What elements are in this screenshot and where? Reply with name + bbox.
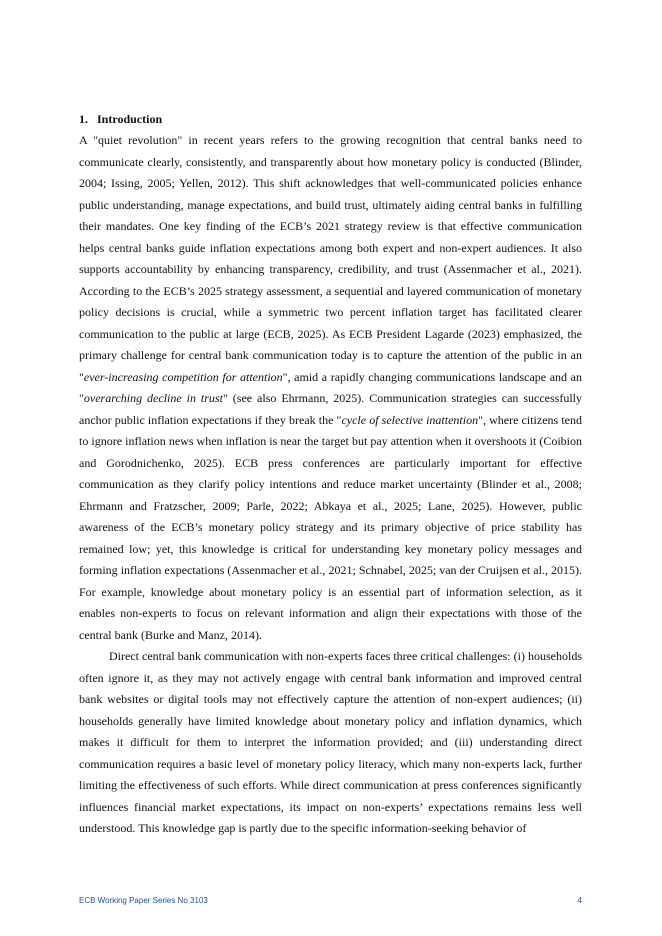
main-content <box>79 111 582 840</box>
paragraph-1 <box>79 130 582 646</box>
section-title: Introduction <box>97 112 163 126</box>
para-1-text-d: ", where citizens tend to ignore inflation news when inflation is near the target but pay attention when it overshoots it (Coibion and Gorodnichenko, 2025). ECB press conferences are particularly important for effective communication as they clarify policy intentions and reduce market uncertainty (Blinder et al., 2008; Ehrmann and Fratzscher, 2009; Parle, 2022; Abkaya et al., 2025; Lane, 2025). However, public awareness of the ECB’s monetary policy strategy and its primary objective of price stability has remained low; yet, this knowledge is critical for understanding key monetary policy messages and forming inflation expectations (Assenmacher et al., 2021; Schnabel, 2025; van der Cruijsen et al., 2015). For example, knowledge about monetary policy is an essential part of information selection, as it enables non-experts to focus on relevant information and align their expectations with those of the central bank (Burke and Manz, 2014). <box>79 412 582 642</box>
para-1-quote-trust: overarching decline in trust <box>83 391 223 405</box>
section-heading <box>79 111 582 127</box>
footer-series: ECB Working Paper Series No 3103 <box>79 896 208 905</box>
para-1-text-a: A "quiet revolution" in recent years refers to the growing recognition that central banks need to communicate clearly, consistently, and transparently about how monetary policy is conducted (Blinder, 2004; Issing, 2005; Yellen, 2012). This shift acknowledges that well-communicated policies enhance public understanding, manage expectations, and build trust, ultimately aiding central banks in fulfilling their mandates. One key finding of the ECB’s 2021 strategy review is that effective communication helps central banks guide inflation expectations among both expert and non-expert audiences. It also supports accountability by enhancing transparency, credibility, and trust (Assenmacher et al., 2021). According to the ECB’s 2025 strategy assessment, a sequential and layered communication of monetary policy decisions is crucial, while a symmetric two percent inflation target has facilitated clearer communication to the public at large (ECB, 2025). As ECB President Lagarde (2023) emphasized, the primary challenge for central bank communication today is to capture the attention of the public in an " <box>79 133 582 384</box>
section-number: 1. <box>79 112 88 126</box>
page-number: 4 <box>577 896 582 905</box>
paragraph-2 <box>79 646 582 840</box>
para-2-text: Direct central bank communication with non-experts faces three critical challenges: (i) households often ignore it, as they may not actively engage with central bank information and improved central bank websites or digital tools may not effectively capture the attention of non-expert audiences; (ii) households generally have limited knowledge about monetary policy and inflation dynamics, which makes it difficult for them to interpret the information provided; and (iii) understanding direct communication requires a basic level of monetary policy literacy, which many non-experts lack, further limiting the effectiveness of such efforts. While direct communication at press conferences significantly influences financial market expectations, its impact on non-experts’ expectations remains less well understood. This knowledge gap is partly due to the specific information-seeking behavior of <box>79 649 582 835</box>
page-footer <box>79 896 582 905</box>
para-1-text-c: " (see also Ehrmann, 2025). Communication strategies can successfully anchor public inflation expectations if they break the " <box>79 391 582 427</box>
para-1-quote-inattention: cycle of selective inattention <box>341 412 479 427</box>
para-1-quote-competition: ever-increasing competition for attention <box>83 369 283 384</box>
para-1-text-b: ", amid a rapidly changing communications landscape and an " <box>79 369 582 405</box>
